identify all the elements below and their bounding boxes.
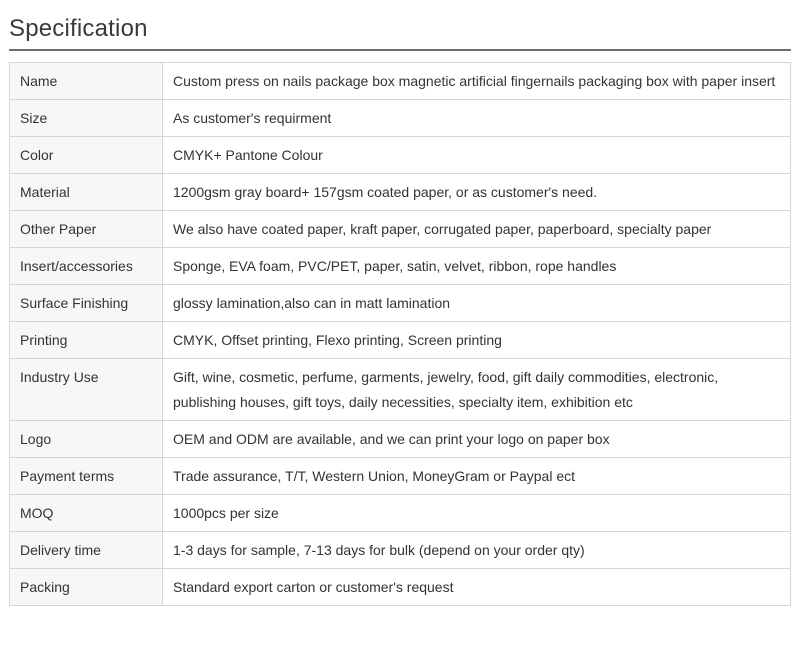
spec-value: Sponge, EVA foam, PVC/PET, paper, satin, velvet, ribbon, rope handles bbox=[163, 248, 791, 285]
spec-name: Other Paper bbox=[10, 211, 163, 248]
spec-value: 1-3 days for sample, 7-13 days for bulk (depend on your order qty) bbox=[163, 532, 791, 569]
spec-value: Gift, wine, cosmetic, perfume, garments, jewelry, food, gift daily commodities, electronic, publishing houses, gift toys, daily necessities, specialty item, exhibition etc bbox=[163, 359, 791, 421]
spec-name: Printing bbox=[10, 322, 163, 359]
table-row bbox=[10, 322, 791, 359]
spec-name: Insert/accessories bbox=[10, 248, 163, 285]
spec-name: Surface Finishing bbox=[10, 285, 163, 322]
spec-name: Logo bbox=[10, 421, 163, 458]
table-row bbox=[10, 63, 791, 100]
spec-name: Payment terms bbox=[10, 458, 163, 495]
spec-value: CMYK, Offset printing, Flexo printing, Screen printing bbox=[163, 322, 791, 359]
specification-table bbox=[9, 62, 791, 606]
spec-value: We also have coated paper, kraft paper, corrugated paper, paperboard, specialty paper bbox=[163, 211, 791, 248]
spec-name: Industry Use bbox=[10, 359, 163, 421]
table-row bbox=[10, 248, 791, 285]
page-title: Specification bbox=[9, 15, 148, 42]
spec-name: Size bbox=[10, 100, 163, 137]
table-row bbox=[10, 458, 791, 495]
spec-name: Color bbox=[10, 137, 163, 174]
table-row bbox=[10, 532, 791, 569]
table-row bbox=[10, 174, 791, 211]
spec-value: Custom press on nails package box magnetic artificial fingernails packaging box with paper insert bbox=[163, 63, 791, 100]
spec-value: 1200gsm gray board+ 157gsm coated paper, or as customer's need. bbox=[163, 174, 791, 211]
table-row bbox=[10, 211, 791, 248]
spec-name: Packing bbox=[10, 569, 163, 606]
spec-name: Name bbox=[10, 63, 163, 100]
spec-value: CMYK+ Pantone Colour bbox=[163, 137, 791, 174]
table-row bbox=[10, 495, 791, 532]
spec-name: MOQ bbox=[10, 495, 163, 532]
spec-value: 1000pcs per size bbox=[163, 495, 791, 532]
table-row bbox=[10, 100, 791, 137]
spec-value: OEM and ODM are available, and we can print your logo on paper box bbox=[163, 421, 791, 458]
spec-value: Trade assurance, T/T, Western Union, MoneyGram or Paypal ect bbox=[163, 458, 791, 495]
spec-value: Standard export carton or customer's request bbox=[163, 569, 791, 606]
spec-value: glossy lamination,also can in matt lamination bbox=[163, 285, 791, 322]
table-row bbox=[10, 421, 791, 458]
table-row bbox=[10, 285, 791, 322]
table-row bbox=[10, 137, 791, 174]
table-row bbox=[10, 569, 791, 606]
spec-name: Delivery time bbox=[10, 532, 163, 569]
title-divider bbox=[9, 49, 791, 51]
table-row bbox=[10, 359, 791, 421]
spec-name: Material bbox=[10, 174, 163, 211]
spec-value: As customer's requirment bbox=[163, 100, 791, 137]
